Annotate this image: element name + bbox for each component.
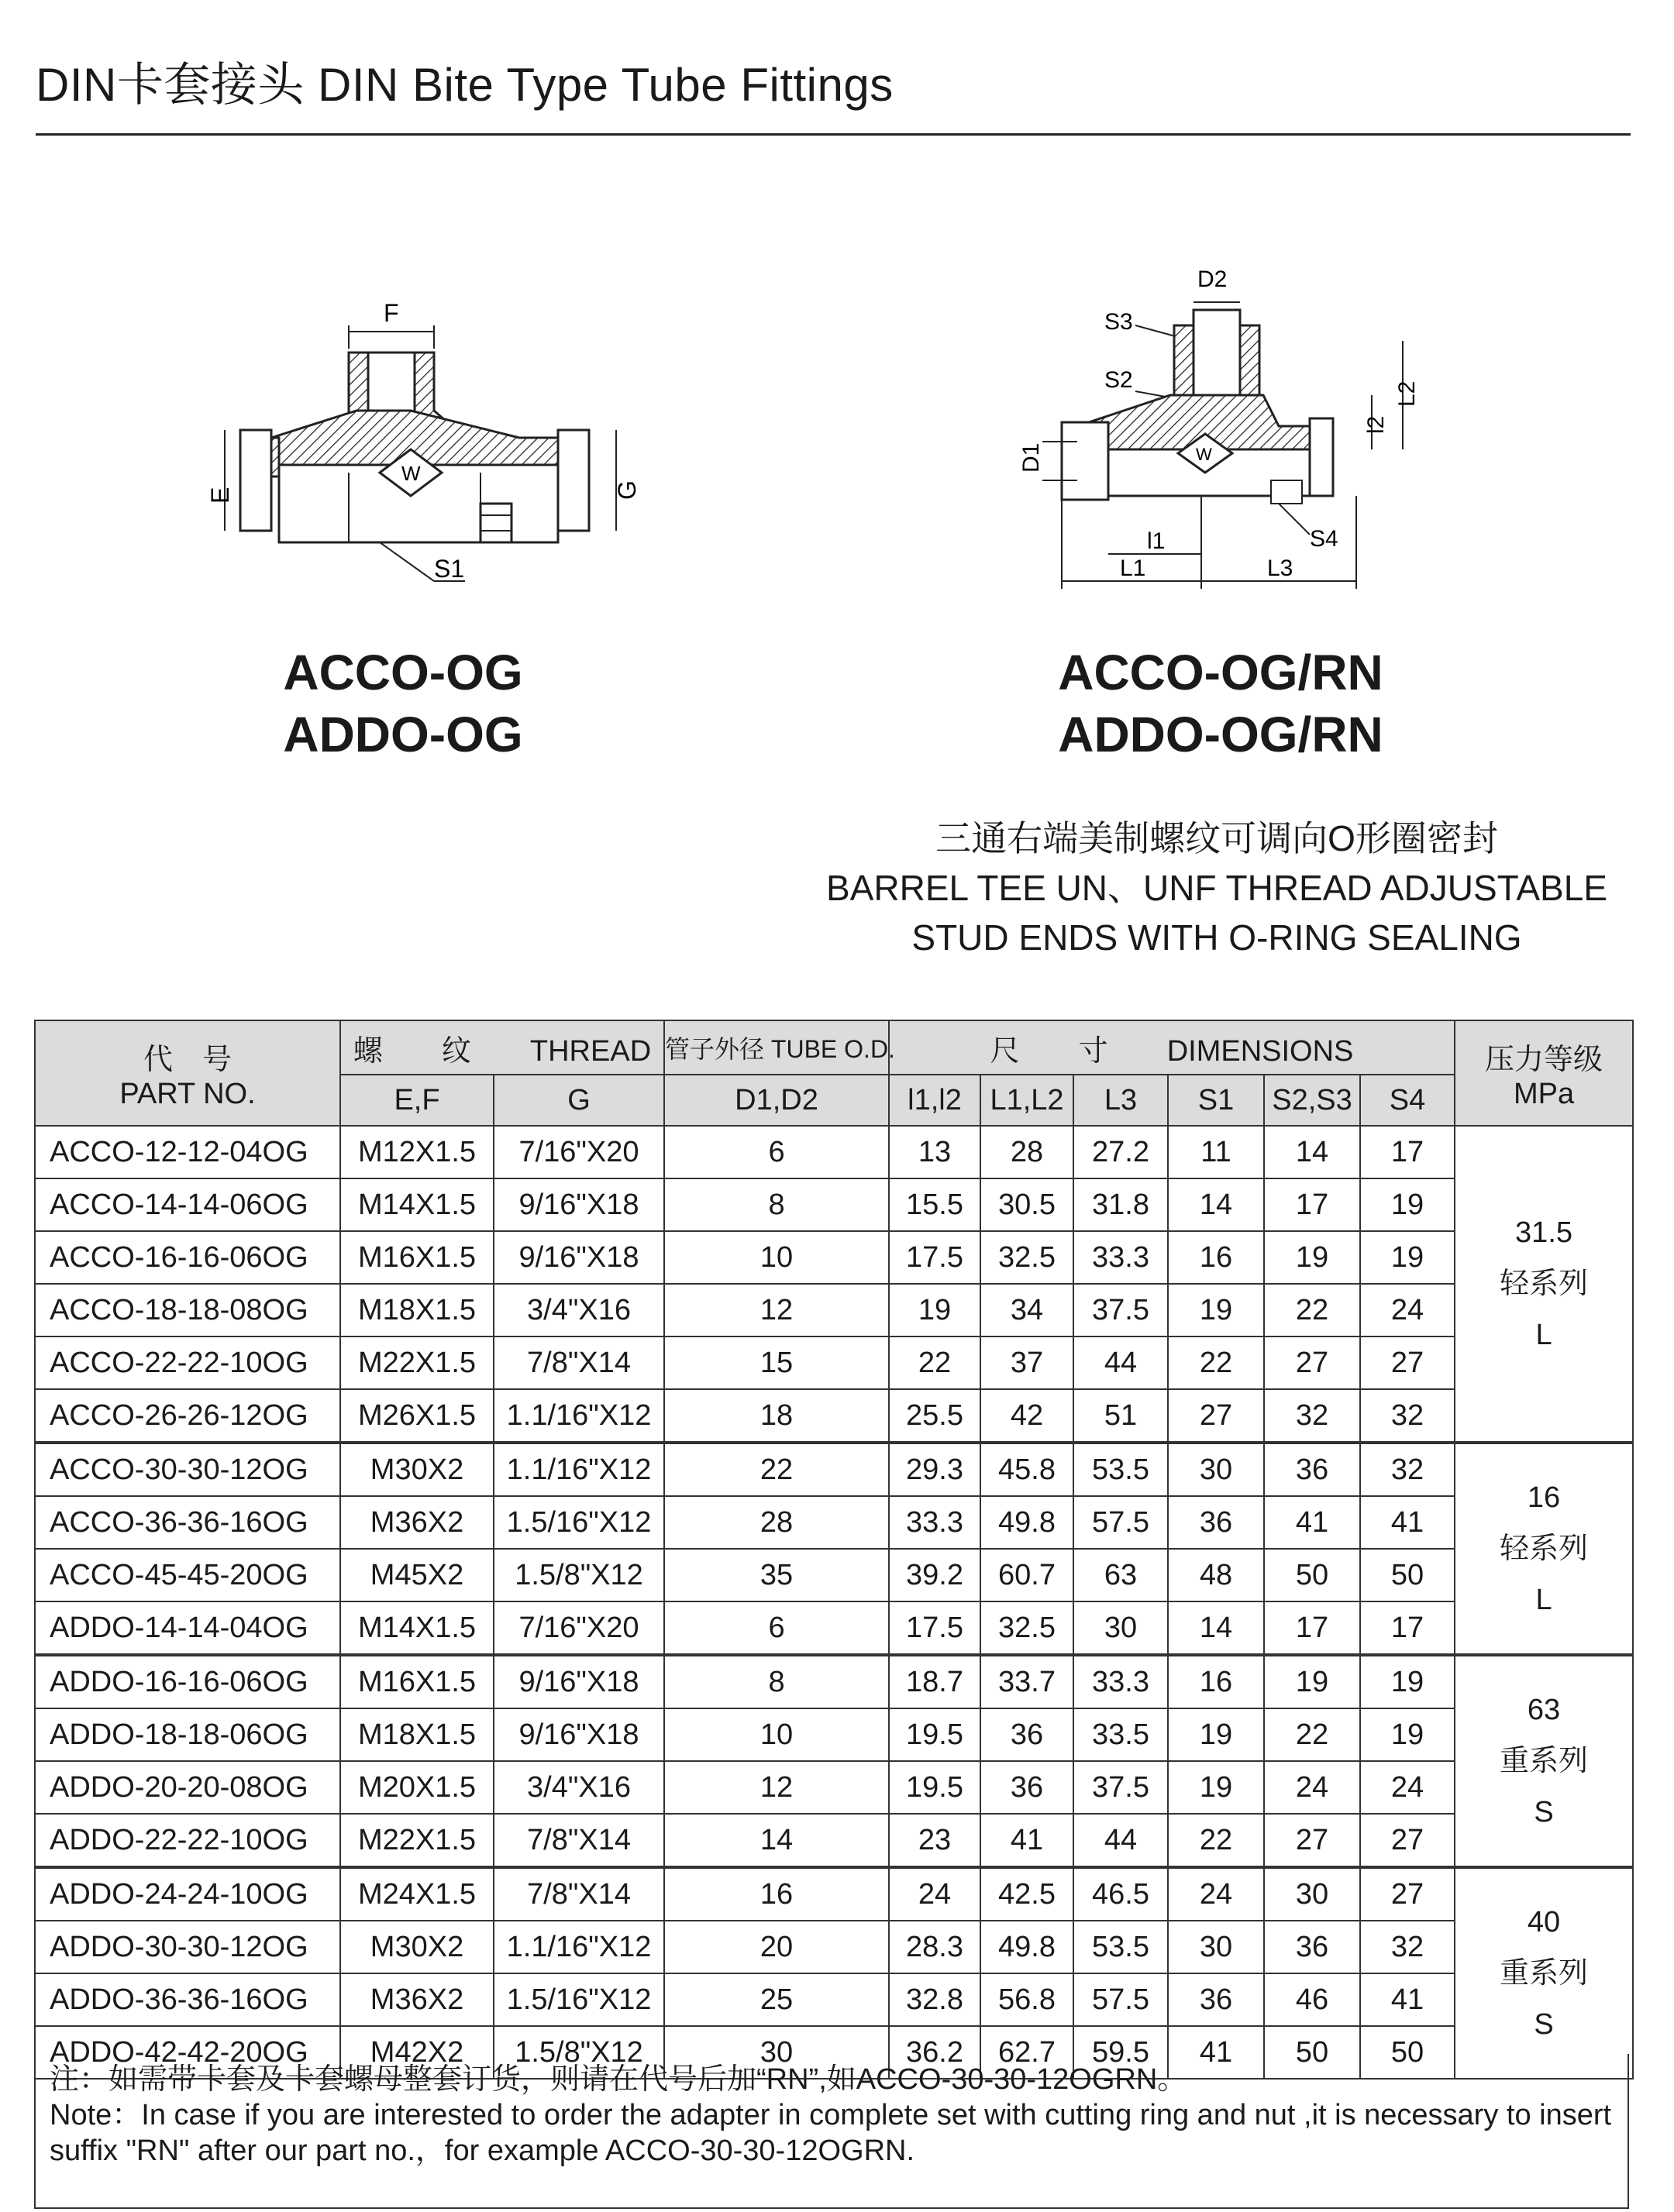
table-cell: 34: [980, 1284, 1073, 1336]
table-cell: 27: [1264, 1336, 1360, 1389]
table-cell: M24X1.5: [340, 1867, 494, 1921]
pressure-group: 63 重系列 S: [1455, 1655, 1633, 1867]
table-cell: 49.8: [980, 1921, 1073, 1973]
table-row: [35, 1867, 1633, 1921]
table-cell: 51: [1073, 1389, 1168, 1443]
table-cell: 59.5: [1073, 2026, 1168, 2079]
table-cell: 24: [1168, 1867, 1264, 1921]
description-en-2: STUD ENDS WITH O-RING SEALING: [911, 917, 1522, 958]
header-L3: L3: [1073, 1075, 1168, 1126]
table-cell: 39.2: [889, 1549, 980, 1601]
table-cell: 20: [664, 1921, 889, 1973]
header-part-no: 代 号 PART NO.: [35, 1020, 340, 1126]
table-cell: 36.2: [889, 2026, 980, 2079]
table-cell: ADDO-16-16-06OG: [35, 1655, 340, 1708]
table-cell: 17: [1360, 1601, 1455, 1655]
table-cell: 36: [980, 1761, 1073, 1814]
table-cell: 41: [1360, 1973, 1455, 2026]
table-body: [35, 1126, 1633, 2079]
table-cell: 1.1/16"X12: [494, 1389, 664, 1443]
table-row: [35, 1761, 1633, 1814]
page-title: DIN卡套接头 DIN Bite Type Tube Fittings: [36, 59, 894, 111]
header-ef: E,F: [340, 1075, 494, 1126]
table-cell: 50: [1264, 1549, 1360, 1601]
table-row: [35, 1601, 1633, 1655]
table-cell: ADDO-30-30-12OG: [35, 1921, 340, 1973]
table-cell: 37.5: [1073, 1761, 1168, 1814]
table-cell: ACCO-16-16-06OG: [35, 1231, 340, 1284]
table-cell: 1.1/16"X12: [494, 1921, 664, 1973]
table-cell: M22X1.5: [340, 1814, 494, 1867]
table-cell: M18X1.5: [340, 1284, 494, 1336]
table-cell: 10: [664, 1708, 889, 1761]
table-cell: 32: [1360, 1389, 1455, 1443]
table-cell: 30: [1073, 1601, 1168, 1655]
title-divider: [36, 133, 1631, 136]
table-cell: M20X1.5: [340, 1761, 494, 1814]
table-cell: ADDO-20-20-08OG: [35, 1761, 340, 1814]
table-cell: 42.5: [980, 1867, 1073, 1921]
table-row: [35, 1549, 1633, 1601]
table-cell: 36: [980, 1708, 1073, 1761]
table-cell: 41: [980, 1814, 1073, 1867]
table-cell: 6: [664, 1126, 889, 1178]
table-cell: 3/4"X16: [494, 1761, 664, 1814]
table-cell: 62.7: [980, 2026, 1073, 2079]
table-cell: 33.5: [1073, 1708, 1168, 1761]
label-S4: S4: [1310, 526, 1338, 552]
label-G: G: [613, 480, 641, 500]
table-cell: ADDO-42-42-20OG: [35, 2026, 340, 2079]
table-cell: 9/16"X18: [494, 1178, 664, 1231]
table-cell: 23: [889, 1814, 980, 1867]
table-cell: 32.5: [980, 1601, 1073, 1655]
table-row: [35, 1284, 1633, 1336]
table-cell: 46: [1264, 1973, 1360, 2026]
table-cell: 18.7: [889, 1655, 980, 1708]
table-cell: M16X1.5: [340, 1655, 494, 1708]
table-cell: 44: [1073, 1814, 1168, 1867]
label-D2: D2: [1197, 267, 1228, 292]
table-cell: 6: [664, 1601, 889, 1655]
table-cell: M30X2: [340, 1443, 494, 1496]
table-cell: 53.5: [1073, 1921, 1168, 1973]
table-cell: 19: [1360, 1708, 1455, 1761]
table-cell: ACCO-22-22-10OG: [35, 1336, 340, 1389]
table-cell: 32: [1360, 1921, 1455, 1973]
right-model-codes: [1000, 642, 1442, 765]
table-cell: 24: [1360, 1284, 1455, 1336]
table-cell: 7/16"X20: [494, 1126, 664, 1178]
table-cell: ACCO-36-36-16OG: [35, 1496, 340, 1549]
table-cell: 35: [664, 1549, 889, 1601]
table-cell: 22: [1264, 1284, 1360, 1336]
table-row: [35, 1336, 1633, 1389]
table-cell: 50: [1360, 2026, 1455, 2079]
table-cell: 27.2: [1073, 1126, 1168, 1178]
table-cell: 27: [1168, 1389, 1264, 1443]
table-cell: 14: [1264, 1126, 1360, 1178]
table-cell: 9/16"X18: [494, 1231, 664, 1284]
table-cell: 31.8: [1073, 1178, 1168, 1231]
table-cell: ACCO-14-14-06OG: [35, 1178, 340, 1231]
table-cell: 56.8: [980, 1973, 1073, 2026]
table-cell: M36X2: [340, 1496, 494, 1549]
header-g: G: [494, 1075, 664, 1126]
table-cell: 19: [1264, 1231, 1360, 1284]
table-cell: M18X1.5: [340, 1708, 494, 1761]
table-cell: 19: [889, 1284, 980, 1336]
table-cell: ACCO-12-12-04OG: [35, 1126, 340, 1178]
table-cell: 19: [1360, 1231, 1455, 1284]
table-cell: 9/16"X18: [494, 1655, 664, 1708]
table-cell: 49.8: [980, 1496, 1073, 1549]
table-cell: 3/4"X16: [494, 1284, 664, 1336]
table-cell: M36X2: [340, 1973, 494, 2026]
note-cn: 注：如需带卡套及卡套螺母整套订货，则请在代号后加“RN”,如ACCO-30-30-12OGRN。: [50, 2063, 1187, 2096]
table-cell: ACCO-26-26-12OG: [35, 1389, 340, 1443]
table-cell: 36: [1264, 1443, 1360, 1496]
header-S4: S4: [1360, 1075, 1455, 1126]
table-cell: 19: [1168, 1708, 1264, 1761]
table-cell: 60.7: [980, 1549, 1073, 1601]
svg-text:W: W: [401, 462, 421, 485]
table-cell: M16X1.5: [340, 1231, 494, 1284]
table-cell: 27: [1360, 1336, 1455, 1389]
table-cell: 17.5: [889, 1231, 980, 1284]
table-cell: 14: [1168, 1178, 1264, 1231]
header-tube-od: 管子外径 TUBE O.D.: [664, 1020, 889, 1075]
label-l2: l2: [1363, 415, 1389, 434]
table-cell: 37.5: [1073, 1284, 1168, 1336]
table-cell: 16: [664, 1867, 889, 1921]
table-cell: 8: [664, 1178, 889, 1231]
table-cell: 22: [664, 1443, 889, 1496]
spec-table: [34, 1020, 1634, 2080]
note-en: Note：In case if you are interested to order the adapter in complete set with cutting ring and nut ,it is necessary to insert suffix "RN" after our part no.，for example ACCO-30-30-12OGRN.: [50, 2099, 1612, 2167]
table-cell: 7/16"X20: [494, 1601, 664, 1655]
table-cell: M12X1.5: [340, 1126, 494, 1178]
table-cell: 37: [980, 1336, 1073, 1389]
table-cell: 33.3: [1073, 1231, 1168, 1284]
description-cn: 三通右端美制螺纹可调向O形圈密封: [935, 818, 1498, 858]
table-cell: M30X2: [340, 1921, 494, 1973]
label-L3: L3: [1267, 556, 1293, 581]
table-cell: ADDO-24-24-10OG: [35, 1867, 340, 1921]
table-cell: 36: [1168, 1973, 1264, 2026]
table-cell: 24: [1264, 1761, 1360, 1814]
table-cell: 53.5: [1073, 1443, 1168, 1496]
table-cell: M14X1.5: [340, 1601, 494, 1655]
table-cell: 1.1/16"X12: [494, 1443, 664, 1496]
table-row: [35, 1126, 1633, 1178]
pressure-group: 16 轻系列 L: [1455, 1443, 1633, 1655]
table-cell: 17: [1264, 1601, 1360, 1655]
table-cell: 36: [1168, 1496, 1264, 1549]
table-cell: 18: [664, 1389, 889, 1443]
table-cell: 50: [1264, 2026, 1360, 2079]
table-cell: 19.5: [889, 1761, 980, 1814]
right-code-2: ADDO-OG/RN: [1058, 707, 1383, 762]
table-row: [35, 1231, 1633, 1284]
left-model-codes: [232, 642, 574, 765]
table-cell: 27: [1360, 1867, 1455, 1921]
header-L1L2: L1,L2: [980, 1075, 1073, 1126]
table-cell: 30: [1168, 1443, 1264, 1496]
table-cell: 12: [664, 1761, 889, 1814]
table-cell: 33.7: [980, 1655, 1073, 1708]
table-cell: ACCO-18-18-08OG: [35, 1284, 340, 1336]
label-D1: D1: [1018, 442, 1044, 473]
table-cell: M14X1.5: [340, 1178, 494, 1231]
table-cell: 30: [1168, 1921, 1264, 1973]
pressure-group: 31.5 轻系列 L: [1455, 1126, 1633, 1443]
header-d1d2: D1,D2: [664, 1075, 889, 1126]
table-row: [35, 1921, 1633, 1973]
order-note: [34, 2054, 1629, 2209]
table-cell: 63: [1073, 1549, 1168, 1601]
table-cell: 33.3: [1073, 1655, 1168, 1708]
table-cell: 16: [1168, 1655, 1264, 1708]
table-cell: 1.5/8"X12: [494, 1549, 664, 1601]
label-L2: L2: [1394, 380, 1420, 407]
table-cell: 14: [664, 1814, 889, 1867]
table-cell: 44: [1073, 1336, 1168, 1389]
table-cell: 24: [889, 1867, 980, 1921]
table-cell: 29.3: [889, 1443, 980, 1496]
table-cell: 1.5/16"X12: [494, 1973, 664, 2026]
table-cell: 19: [1168, 1761, 1264, 1814]
table-cell: 15.5: [889, 1178, 980, 1231]
table-row: [35, 1443, 1633, 1496]
table-cell: 41: [1168, 2026, 1264, 2079]
table-cell: 19: [1168, 1284, 1264, 1336]
table-cell: 32.8: [889, 1973, 980, 2026]
table-cell: 42: [980, 1389, 1073, 1443]
table-cell: 8: [664, 1655, 889, 1708]
table-cell: 32.5: [980, 1231, 1073, 1284]
table-cell: 16: [1168, 1231, 1264, 1284]
header-dimensions: 尺 寸 DIMENSIONS: [889, 1020, 1455, 1075]
table-cell: ADDO-36-36-16OG: [35, 1973, 340, 2026]
table-cell: 28: [980, 1126, 1073, 1178]
table-cell: 33.3: [889, 1496, 980, 1549]
left-code-2: ADDO-OG: [283, 707, 523, 762]
table-cell: ADDO-14-14-04OG: [35, 1601, 340, 1655]
table-cell: 46.5: [1073, 1867, 1168, 1921]
table-cell: 22: [1168, 1814, 1264, 1867]
pressure-group: 40 重系列 S: [1455, 1867, 1633, 2079]
table-cell: 9/16"X18: [494, 1708, 664, 1761]
header-S1: S1: [1168, 1075, 1264, 1126]
table-cell: 19: [1360, 1655, 1455, 1708]
description-en-1: BARREL TEE UN、UNF THREAD ADJUSTABLE: [826, 868, 1607, 908]
table-cell: 1.5/8"X12: [494, 2026, 664, 2079]
table-cell: 30: [1264, 1867, 1360, 1921]
label-l1: l1: [1147, 528, 1166, 554]
header-thread: 螺 纹 THREAD: [340, 1020, 664, 1075]
table-cell: 7/8"X14: [494, 1336, 664, 1389]
left-code-1: ACCO-OG: [283, 645, 523, 700]
table-cell: 30.5: [980, 1178, 1073, 1231]
table-cell: 50: [1360, 1549, 1455, 1601]
table-row: [35, 1178, 1633, 1231]
table-cell: 17.5: [889, 1601, 980, 1655]
table-cell: 17: [1360, 1126, 1455, 1178]
table-cell: 7/8"X14: [494, 1867, 664, 1921]
table-cell: ADDO-22-22-10OG: [35, 1814, 340, 1867]
table-cell: 36: [1264, 1921, 1360, 1973]
table-cell: 27: [1360, 1814, 1455, 1867]
table-row: [35, 1708, 1633, 1761]
table-row: [35, 1496, 1633, 1549]
table-cell: ADDO-18-18-06OG: [35, 1708, 340, 1761]
table-cell: M22X1.5: [340, 1336, 494, 1389]
table-cell: 28.3: [889, 1921, 980, 1973]
table-cell: 13: [889, 1126, 980, 1178]
table-cell: M42X2: [340, 2026, 494, 2079]
table-cell: 25: [664, 1973, 889, 2026]
table-cell: ACCO-45-45-20OG: [35, 1549, 340, 1601]
table-cell: 7/8"X14: [494, 1814, 664, 1867]
table-cell: 14: [1168, 1601, 1264, 1655]
table-cell: 22: [1168, 1336, 1264, 1389]
table-cell: 32: [1360, 1443, 1455, 1496]
table-row: [35, 1814, 1633, 1867]
table-cell: 57.5: [1073, 1496, 1168, 1549]
table-row: [35, 1655, 1633, 1708]
table-cell: 32: [1264, 1389, 1360, 1443]
table-cell: 19: [1360, 1178, 1455, 1231]
table-cell: 11: [1168, 1126, 1264, 1178]
table-cell: 27: [1264, 1814, 1360, 1867]
table-cell: 28: [664, 1496, 889, 1549]
table-cell: 41: [1264, 1496, 1360, 1549]
table-cell: 17: [1264, 1178, 1360, 1231]
table-cell: 30: [664, 2026, 889, 2079]
label-E: E: [206, 487, 234, 504]
table-row: [35, 1973, 1633, 2026]
table-cell: 57.5: [1073, 1973, 1168, 2026]
header-l1l2: l1,l2: [889, 1075, 980, 1126]
table-row: [35, 1389, 1633, 1443]
table-cell: M26X1.5: [340, 1389, 494, 1443]
table-cell: 1.5/16"X12: [494, 1496, 664, 1549]
table-cell: 25.5: [889, 1389, 980, 1443]
right-technical-drawing: [984, 263, 1418, 597]
table-cell: 10: [664, 1231, 889, 1284]
header-pressure: 压力等级 MPa: [1455, 1020, 1633, 1126]
table-cell: 45.8: [980, 1443, 1073, 1496]
table-cell: 15: [664, 1336, 889, 1389]
table-cell: 19: [1264, 1655, 1360, 1708]
table-cell: 41: [1360, 1496, 1455, 1549]
right-code-1: ACCO-OG/RN: [1058, 645, 1383, 700]
header-S2S3: S2,S3: [1264, 1075, 1360, 1126]
table-cell: 19.5: [889, 1708, 980, 1761]
label-S3: S3: [1104, 309, 1133, 335]
label-L1: L1: [1120, 556, 1146, 581]
label-F: F: [384, 299, 399, 327]
table-cell: 22: [889, 1336, 980, 1389]
table-cell: 12: [664, 1284, 889, 1336]
label-S1: S1: [434, 555, 465, 583]
table-cell: 48: [1168, 1549, 1264, 1601]
table-cell: 22: [1264, 1708, 1360, 1761]
table-cell: ACCO-30-30-12OG: [35, 1443, 340, 1496]
table-cell: 24: [1360, 1761, 1455, 1814]
left-technical-drawing: [206, 294, 659, 604]
table-cell: M45X2: [340, 1549, 494, 1601]
label-S2: S2: [1104, 367, 1133, 393]
product-description: [760, 814, 1674, 962]
svg-text:W: W: [1196, 445, 1212, 464]
